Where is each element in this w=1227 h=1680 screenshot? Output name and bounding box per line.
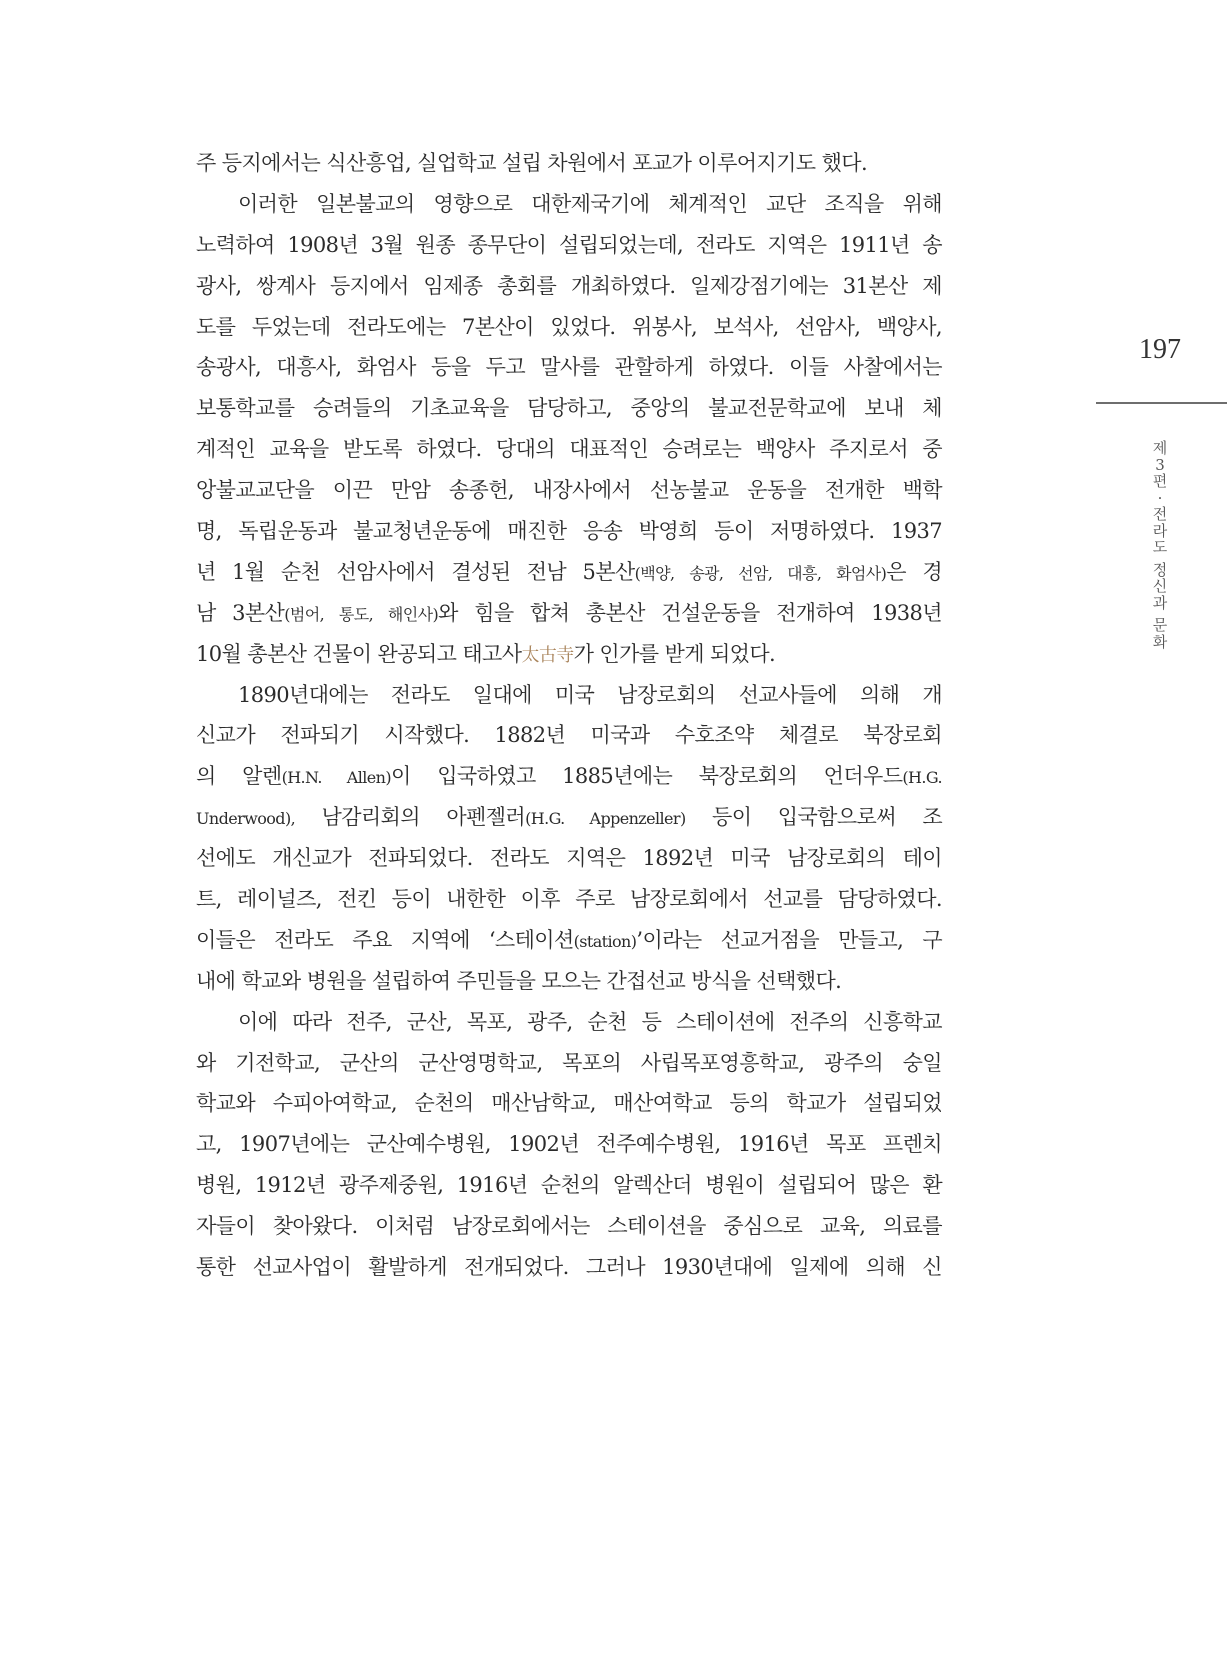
text-line-paragraph-start: 이러한 일본불교의 영향으로 대한제국기에 체계적인 교단 조직을 위해 <box>238 191 942 216</box>
text-line: 보통학교를 승려들의 기초교육을 담당하고, 중앙의 불교전문학교에 보내 체 <box>196 396 942 421</box>
text-line: 신교가 전파되기 시작했다. 1882년 미국과 수호조약 체결로 북장로회 <box>196 723 942 748</box>
section-title-char: 3 <box>1155 455 1165 474</box>
text-segment: 가 인가를 받게 되었다. <box>573 641 776 666</box>
page-number: 197 <box>1139 334 1181 365</box>
text-line <box>196 920 942 961</box>
parenthetical-note: (H.N. Allen) <box>281 768 392 788</box>
text-segment: 년 1월 순천 선암사에서 결성된 전남 5본산 <box>196 559 635 584</box>
parenthetical-note: (H.G. Appenzeller) <box>525 809 686 829</box>
section-title-char: 편 <box>1152 472 1168 490</box>
parenthetical-note: (H.G. <box>902 768 942 788</box>
text-segment: 의 알렌 <box>196 764 282 789</box>
text-line: 자들이 찾아왔다. 이처럼 남장로회에서는 스테이션을 중심으로 교육, 의료를 <box>196 1214 942 1239</box>
text-line: 주 등지에서는 식산흥업, 실업학교 설립 차원에서 포교가 이루어지기도 했다. <box>196 151 868 175</box>
text-segment: 와 힘을 합쳐 총본산 건설운동을 전개하여 1938년 <box>438 600 942 625</box>
text-line: 내에 학교와 병원을 설립하여 주민들을 모으는 간접선교 방식을 선택했다. <box>196 968 842 993</box>
text-line: 선에도 개신교가 전파되었다. 전라도 지역은 1892년 미국 남장로회의 테이 <box>196 846 942 871</box>
section-title-char: · <box>1157 488 1163 507</box>
text-line: 계적인 교육을 받도록 하였다. 당대의 대표적인 승려로는 백양사 주지로서 중 <box>196 437 942 462</box>
hanja-annotation: 太古寺 <box>521 644 574 666</box>
section-title-char: 제 <box>1152 439 1168 457</box>
parenthetical-note: (station) <box>573 931 637 951</box>
text-segment: 남 3본산 <box>196 600 285 625</box>
parenthetical-note: (범어, 통도, 해인사) <box>284 604 439 624</box>
section-title-char: 과 <box>1152 593 1168 612</box>
parenthetical-note: Underwood), <box>196 809 296 829</box>
text-segment: 남감리회의 아펜젤러 <box>295 805 526 830</box>
text-line: 도를 두었는데 전라도에는 7본산이 있었다. 위봉사, 보석사, 선암사, 백양사, <box>196 314 942 339</box>
body-text <box>196 143 942 1288</box>
text-line: 병원, 1912년 광주제중원, 1916년 순천의 알렉산더 병원이 설립되어 많은 환 <box>196 1173 942 1198</box>
text-line: 앙불교교단을 이끈 만암 송종헌, 내장사에서 선농불교 운동을 전개한 백학 <box>196 478 942 503</box>
text-segment: 이들은 전라도 주요 지역에 ‘스테이션 <box>196 927 574 952</box>
text-line <box>196 634 942 675</box>
text-line <box>196 593 942 634</box>
text-segment: 은 경 <box>886 559 943 584</box>
text-line <box>196 797 942 838</box>
text-line-paragraph-start: 이에 따라 전주, 군산, 목포, 광주, 순천 등 스테이션에 전주의 신흥학교 <box>238 1009 942 1034</box>
text-line: 명, 독립운동과 불교청년운동에 매진한 응송 박영희 등이 저명하였다. 1937 <box>196 519 942 544</box>
section-title-char: 라 <box>1152 521 1168 540</box>
text-line <box>196 756 942 797</box>
text-segment: ’이라는 선교거점을 만들고, 구 <box>636 927 943 952</box>
text-line: 광사, 쌍계사 등지에서 임제종 총회를 개최하였다. 일제강점기에는 31본산 제 <box>196 273 942 298</box>
section-title-char: 정 <box>1152 560 1168 579</box>
text-segment: 이 입국하였고 1885년에는 북장로회의 언더우드 <box>391 764 903 789</box>
section-title-char: 도 <box>1152 538 1168 556</box>
section-title-char: 전 <box>1152 505 1168 523</box>
text-line: 송광사, 대흥사, 화엄사 등을 두고 말사를 관할하게 하였다. 이들 사찰에서는 <box>196 355 942 380</box>
text-line: 와 기전학교, 군산의 군산영명학교, 목포의 사립목포영흥학교, 광주의 숭일 <box>196 1050 942 1075</box>
text-segment: 등이 입국함으로써 조 <box>685 805 943 830</box>
text-line: 학교와 수피아여학교, 순천의 매산남학교, 매산여학교 등의 학교가 설립되었 <box>196 1091 942 1116</box>
section-title-char: 문 <box>1152 616 1168 634</box>
text-line-paragraph-start: 1890년대에는 전라도 일대에 미국 남장로회의 선교사들에 의해 개 <box>238 682 942 707</box>
section-title-vertical <box>1148 440 1172 650</box>
text-line <box>196 552 942 593</box>
section-title-char: 신 <box>1152 577 1168 595</box>
text-line: 노력하여 1908년 3월 원종 종무단이 설립되었는데, 전라도 지역은 1911년 송 <box>196 232 942 257</box>
text-line: 트, 레이널즈, 전킨 등이 내한한 이후 주로 남장로회에서 선교를 담당하였다. <box>196 887 942 912</box>
text-line: 고, 1907년에는 군산예수병원, 1902년 전주예수병원, 1916년 목포 프렌치 <box>196 1132 942 1157</box>
text-line: 통한 선교사업이 활발하게 전개되었다. 그러나 1930년대에 일제에 의해 신 <box>196 1255 942 1280</box>
parenthetical-note: (백양, 송광, 선암, 대흥, 화엄사) <box>634 563 887 583</box>
section-title-char: 화 <box>1152 632 1168 651</box>
text-segment: 10월 총본산 건물이 완공되고 태고사 <box>196 641 522 666</box>
margin-divider <box>1096 402 1227 404</box>
